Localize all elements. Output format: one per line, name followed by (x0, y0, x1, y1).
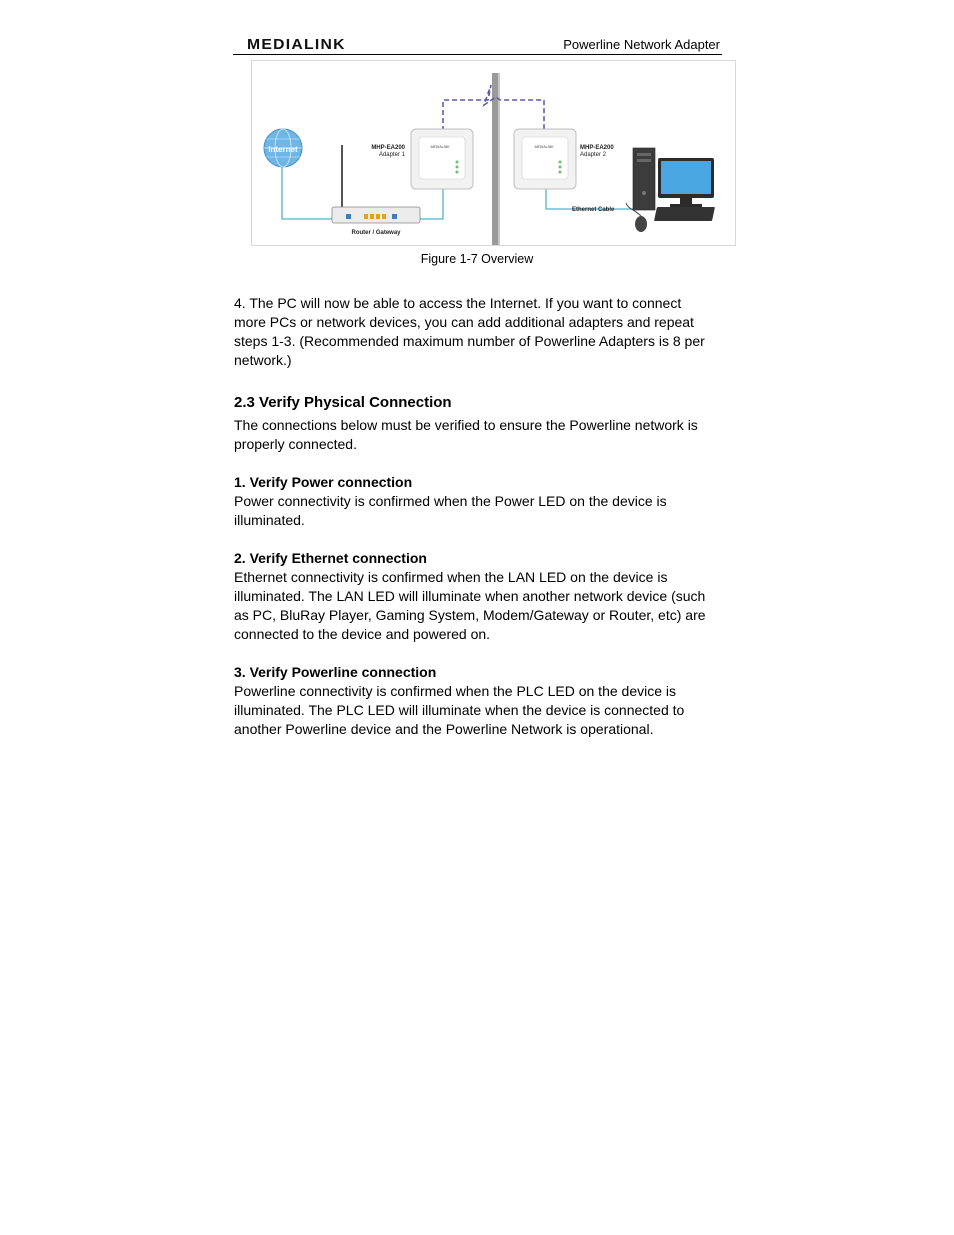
svg-text:MEDIALINK: MEDIALINK (534, 145, 554, 149)
router-icon (332, 145, 420, 236)
text-line: steps 1-3. (Recommended maximum number of Powerline Adapters is 8 per (234, 333, 705, 349)
svg-text:Adapter 1: Adapter 1 (378, 152, 405, 158)
svg-text:MEDIALINK: MEDIALINK (247, 37, 346, 51)
internet-globe-icon (264, 129, 302, 167)
text-line: properly connected. (234, 436, 357, 452)
item-2-heading: 2. Verify Ethernet connection (234, 550, 427, 566)
header-title: Powerline Network Adapter (563, 37, 720, 52)
text-line: another Powerline device and the Powerline Network is operational. (234, 721, 654, 737)
network-diagram (252, 61, 735, 245)
svg-text:Internet: Internet (268, 145, 298, 154)
adapter-2-icon (514, 129, 614, 189)
text-line: Ethernet connectivity is confirmed when the LAN LED on the device is (234, 569, 668, 585)
text-line: illuminated. The LAN LED will illuminate when another network device (such (234, 588, 706, 604)
section-heading: 2.3 Verify Physical Connection (234, 394, 452, 411)
svg-text:Router / Gateway: Router / Gateway (351, 230, 401, 236)
text-line: network.) (234, 352, 292, 368)
svg-text:Adapter 2: Adapter 2 (580, 152, 607, 158)
text-line: Powerline connectivity is confirmed when the PLC LED on the device is (234, 683, 676, 699)
text-line: illuminated. (234, 512, 305, 528)
ethernet-cable (546, 189, 635, 209)
text-line: Power connectivity is confirmed when the Power LED on the device is (234, 493, 667, 509)
svg-text:MHP-EA200: MHP-EA200 (371, 145, 405, 151)
text-line: 4. The PC will now be able to access the Internet. If you want to connect (234, 295, 682, 311)
svg-text:Ethernet Cable: Ethernet Cable (572, 207, 615, 213)
svg-text:MHP-EA200: MHP-EA200 (580, 145, 614, 151)
medialink-logo (247, 37, 402, 51)
item-3-heading: 3. Verify Powerline connection (234, 664, 437, 680)
figure-caption: Figure 1-7 Overview (420, 252, 534, 266)
text-line: as PC, BluRay Player, Gaming System, Modem/Gateway or Router, etc) are (234, 607, 706, 623)
svg-text:MEDIALINK: MEDIALINK (430, 145, 450, 149)
text-line: more PCs or network devices, you can add additional adapters and repeat (234, 314, 694, 330)
internet-cable (282, 167, 332, 219)
text-line: connected to the device and powered on. (234, 626, 491, 642)
adapter-1-icon (371, 129, 473, 189)
overview-figure (251, 60, 736, 246)
router-cable (419, 189, 443, 219)
item-1-heading: 1. Verify Power connection (234, 474, 413, 490)
text-line: The connections below must be verified to ensure the Powerline network is (234, 417, 698, 433)
pc-icon (626, 148, 715, 232)
page-header (233, 34, 722, 55)
text-line: illuminated. The PLC LED will illuminate when the device is connected to (234, 702, 685, 718)
